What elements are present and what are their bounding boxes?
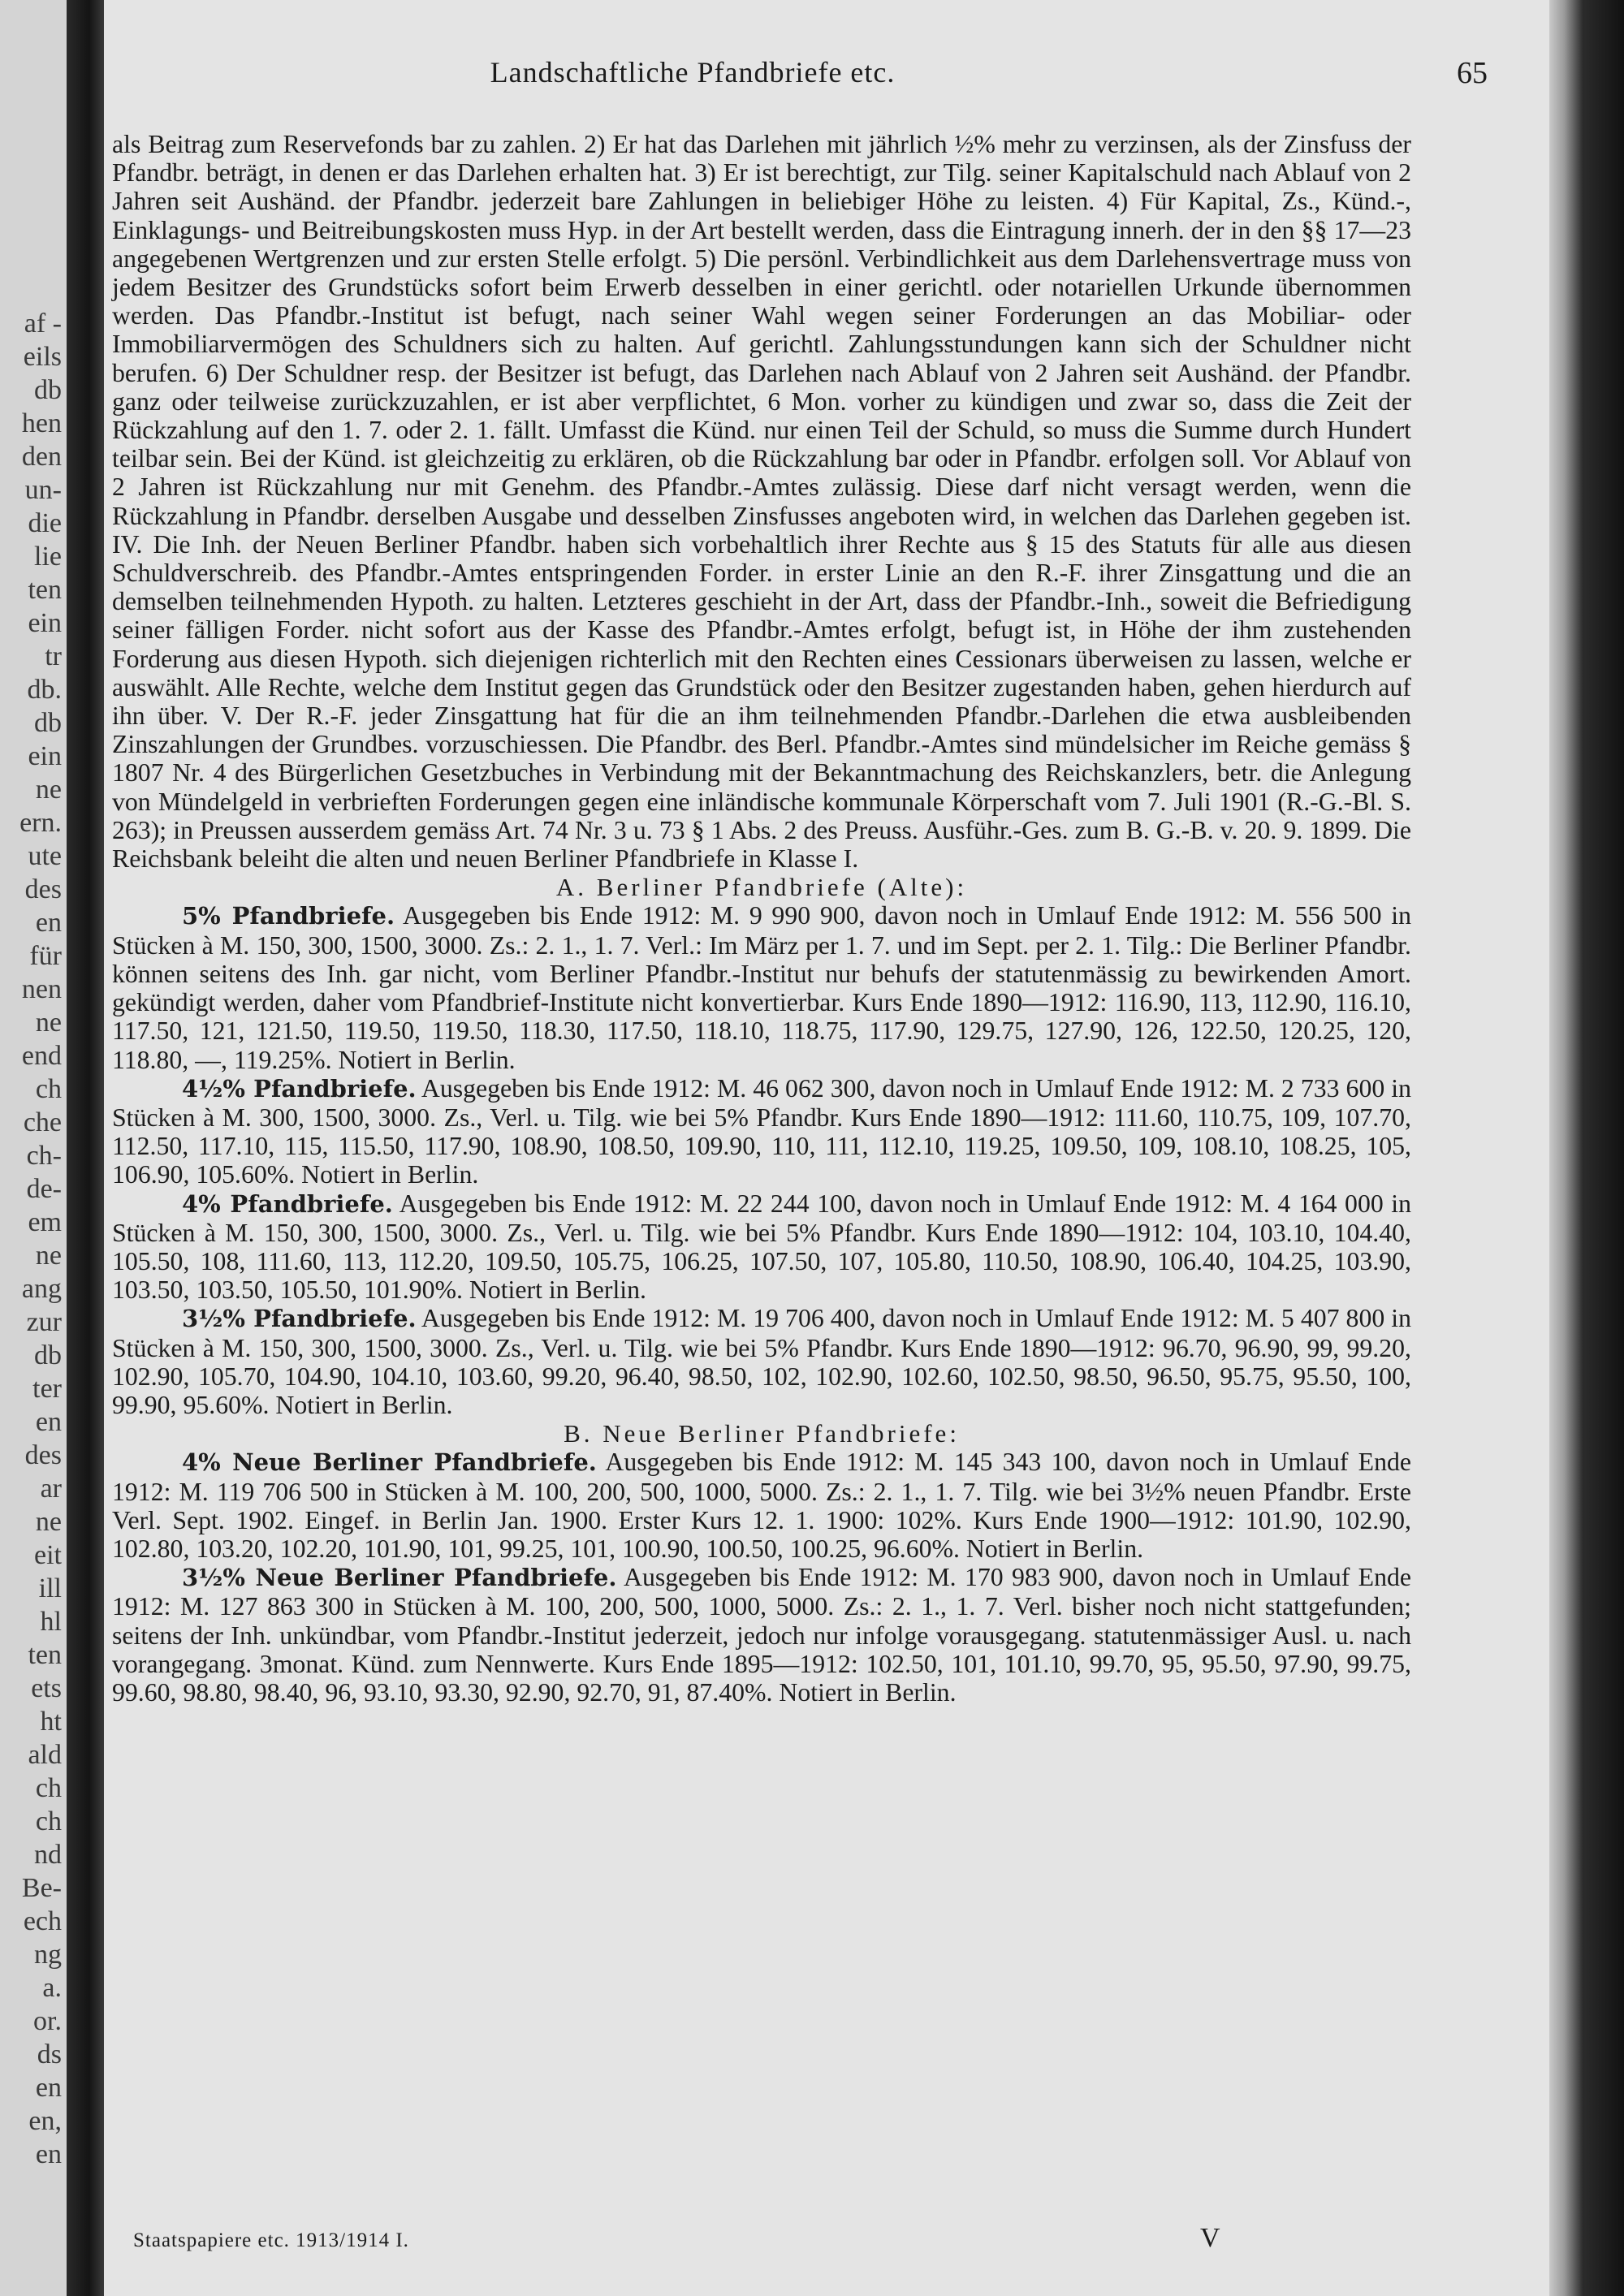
facing-page-fragment: hl: [40, 1607, 62, 1637]
facing-page-fragment: ch-: [26, 1141, 62, 1171]
facing-page-fragment: Be-: [21, 1873, 62, 1903]
running-head: Landschaftliche Pfandbriefe etc.: [490, 56, 896, 88]
facing-page-fragment: ein: [28, 608, 62, 638]
facing-page-fragment: ne: [35, 1241, 62, 1271]
facing-page-fragment: ang: [21, 1274, 62, 1304]
facing-page-fragment: lie: [34, 542, 62, 572]
facing-page-fragment: ten: [28, 1640, 62, 1670]
facing-page-fragment: en: [35, 2073, 62, 2103]
facing-page-fragment: des: [24, 1440, 62, 1470]
facing-page-fragment: ein: [28, 741, 62, 771]
facing-page-fragment: en: [35, 1407, 62, 1437]
facing-page-fragment: ch: [35, 1074, 62, 1104]
facing-page-fragment: ern.: [19, 808, 62, 838]
facing-page-fragment: de-: [26, 1174, 62, 1204]
facing-page-fragment: ill: [38, 1573, 62, 1603]
facing-page-fragment: db: [34, 708, 62, 738]
footer-signature: Staatspapiere etc. 1913/1914 I.: [133, 2229, 409, 2251]
book-gutter: [67, 0, 104, 2296]
page-body: [104, 130, 1411, 1707]
entry-3-5pct-neue-pfandbriefe: [112, 1563, 1411, 1707]
facing-page-fragment: die: [28, 508, 62, 538]
facing-page-strip: [0, 0, 67, 2296]
entry-text: Ausgegeben bis Ende 1912: M. 9 990 900, davon noch in Umlauf Ende 1912: M. 556 500 in Stücken à M. 150, 300, 1500, 3000. Zs.: 2. 1., 1. 7. Verl.: Im März per 1. 7. und im Sept. per 2. 1. Tilg.: Die Berliner Pfandbr. können seitens des Inh. gar nicht, vom Berliner Pfandbr.-Institut nur behufs der statutenmässig zu bewirkenden Amort. gekündigt werden, daher vom Pfandbrief-Institute nicht konvertierbar. Kurs Ende 1890—1912: 116.90, 113, 112.90, 116.10, 117.50, 121, 121.50, 119.50, 119.50, 118.30, 117.50, 118.10, 118.75, 117.90, 129.75, 127.90, 126, 122.50, 120.25, 120, 118.80, —, 119.25%. Notiert in Berlin.: [112, 901, 1412, 1074]
facing-page-fragment: en,: [28, 2106, 62, 2136]
entry-5pct-pfandbriefe: [112, 901, 1411, 1073]
facing-page-fragment: ne: [35, 1008, 62, 1038]
entry-title: 4% Pfandbriefe.: [182, 1189, 393, 1218]
entry-4pct-neue-pfandbriefe: [112, 1448, 1411, 1563]
facing-page-fragment: em: [28, 1207, 62, 1237]
facing-page-fragment: end: [21, 1041, 62, 1071]
facing-page-fragment: en: [35, 2139, 62, 2169]
facing-page-fragment: un-: [24, 475, 62, 505]
facing-page-fragment: ng: [34, 1940, 62, 1970]
facing-page-fragment: ne: [35, 775, 62, 805]
entry-title: 3½% Pfandbriefe.: [182, 1305, 417, 1333]
facing-page-fragment: db: [34, 1340, 62, 1370]
entry-text: Ausgegeben bis Ende 1912: M. 22 244 100, davon noch in Umlauf Ende 1912: M. 4 164 000 in Stücken à M. 150, 300, 1500, 3000. Zs., Verl. u. Tilg. wie bei 5% Pfandbr. Kurs Ende 1890—1912: 104, 103.10, 104.40, 105.50, 108, 111.60, 113, 112.20, 109.50, 105.75, 106.25, 107.50, 107, 105.80, 110.50, 108.90, 106.40, 104.25, 103.90, 103.50, 103.50, 105.50, 101.90%. Notiert in Berlin.: [112, 1189, 1412, 1305]
facing-page-fragment: ne: [35, 1507, 62, 1537]
facing-page-fragment: hen: [21, 408, 62, 438]
section-heading-b: B. Neue Berliner Pfandbriefe:: [564, 1419, 960, 1448]
entry-3-5pct-pfandbriefe: [112, 1304, 1411, 1419]
facing-page-fragment: a.: [42, 1973, 62, 2003]
facing-page-fragment: ten: [28, 575, 62, 605]
body-paragraph: als Beitrag zum Reservefonds bar zu zahlen. 2) Er hat das Darlehen mit jährlich ½% mehr zu verzinsen, als der Zinsfuss der Pfandbr. beträgt, in denen er das Darlehen erhalten hat. 3) Er ist berechtigt, zur Tilg. seiner Kapitalschuld nach Ablauf von 2 Jahren seit Aushänd. der Pfandbr. jederzeit bare Zahlungen in beliebiger Höhe zu leisten. 4) Für Kapital, Zs., Künd.-, Einklagungs- und Beitreibungskosten muss Hyp. in der Art bestellt werden, dass die Eintragung innerh. der in den §§ 17—23 angegebenen Wertgrenzen und zur ersten Stelle erfolgt. 5) Die persönl. Verbindlichkeit aus dem Darlehensvertrage muss von jedem Besitzer des Grundstücks sofort beim Erwerb desselben in einer gerichtl. oder notariellen Urkunde übernommen werden. Das Pfandbr.-Institut ist befugt, nach seiner Wahl wegen seiner Forderungen an das Mobiliar- oder Immobiliarvermögen des Schuldners sich zu halten. Auf gerichtl. Zahlungsstundungen kann sich der Schuldner nicht berufen. 6) Der Schuldner resp. der Besitzer ist befugt, das Darlehen nach Ablauf von 2 Jahren seit Aushänd. der Pfandbr. ganz oder teilweise zurückzuzahlen, er ist aber verpflichtet, 6 Mon. vorher zu kündigen und zwar so, dass die Zeit der Rückzahlung auf den 1. 7. oder 2. 1. fällt. Umfasst die Künd. nur einen Teil der Schuld, so muss die Summe durch Hundert teilbar sein. Bei der Künd. ist gleichzeitig zu erklären, ob die Rückzahlung bar oder in Pfandbr. erfolgen soll. Vor Ablauf von 2 Jahren ist Rückzahlung nur mit Genehm. des Pfandbr.-Amtes zulässig. Diese darf nicht versagt werden, wenn die Rückzahlung in Pfandbr. derselben Ausgabe und desselben Zinsfusses angeboten wird, in welchen das Darlehen gegeben ist. IV. Die Inh. der Neuen Berliner Pfandbr. haben sich vorbehaltlich ihrer Rechte aus § 15 des Statuts für alle aus diesen Schuldverschreib. des Pfandbr.-Amtes entspringenden Forder. in erster Linie an den R.-F. ihrer Zinsgattung und die an demselben teilnehmenden Hypoth. zu halten. Letzteres geschieht in der Art, dass der Pfandbr.-Inh., soweit die Befriedigung seiner fälligen Forder. nicht sofort aus der Kasse des Pfandbr.-Amtes erfolgt, befugt ist, in Höhe der ihm zustehenden Forderung aus diesen Hypoth. sich diejenigen richterlich mit den Rechten eines Cessionars überweisen zu lassen, welche er auswählt. Alle Rechte, welche dem Institut gegen das Grundstück oder den Besitzer zugestanden haben, gehen hierdurch auf ihn über. V. Der R.-F. jeder Zinsgattung hat für die an ihm teilnehmenden Pfandbr.-Darlehen die etwa ausbleibenden Zinszahlungen der Grundbes. vorzuschiessen. Die Pfandbr. des Berl. Pfandbr.-Amtes sind mündelsicher im Reiche gemäss § 1807 Nr. 4 des Bürgerlichen Gesetzbuches in Verbindung mit der Bekanntmachung des Reichskanzlers, betr. die Anlegung von Mündelgeld in verbrieften Forderungen gegen eine inländische kommunale Körperschaft vom 7. Juli 1901 (R.-G.-Bl. S. 263); in Preussen ausserdem gemäss Art. 74 Nr. 3 u. 73 § 1 Abs. 2 des Preuss. Ausführ.-Ges. zum B. G.-B. v. 20. 9. 1899. Die Reichsbank beleiht die alten und neuen Berliner Pfandbriefe in Klasse I.: [112, 130, 1411, 874]
entry-text: Ausgegeben bis Ende 1912: M. 19 706 400, davon noch in Umlauf Ende 1912: M. 5 407 800 in Stücken à M. 150, 300, 1500, 3000. Zs., Verl. u. Tilg. wie bei 5% Pfandbr. Kurs Ende 1890—1912: 96.70, 96.90, 99, 99.20, 102.90, 105.70, 104.90, 104.10, 103.60, 99.20, 96.40, 98.50, 102, 102.90, 102.60, 102.50, 98.50, 96.50, 95.75, 95.50, 100, 99.90, 95.60%. Notiert in Berlin.: [112, 1304, 1411, 1419]
entry-text: Ausgegeben bis Ende 1912: M. 46 062 300, davon noch in Umlauf Ende 1912: M. 2 733 600 in Stücken à M. 300, 1500, 3000. Zs., Verl. u. Tilg. wie bei 5% Pfandbr. Kurs Ende 1890—1912: 111.60, 110.75, 109, 107.70, 112.50, 117.10, 115, 115.50, 117.90, 108.90, 108.50, 109.90, 110, 111, 112.10, 119.25, 109.50, 109, 108.10, 108.25, 105, 106.90, 105.60%. Notiert in Berlin.: [112, 1073, 1411, 1189]
facing-page-fragment: nen: [21, 974, 62, 1004]
page-number: 65: [1457, 56, 1488, 90]
facing-page-fragment: für: [29, 941, 62, 971]
facing-page-fragment: ht: [40, 1707, 62, 1737]
facing-page-fragment: zur: [26, 1307, 62, 1337]
facing-page-fragment: den: [21, 442, 62, 472]
entry-title: 3½% Neue Berliner Pfandbriefe.: [182, 1564, 617, 1592]
facing-page-fragment: des: [24, 874, 62, 904]
facing-page-fragment: ch: [35, 1773, 62, 1803]
facing-page-fragment: or.: [33, 2006, 62, 2036]
facing-page-fragment: eit: [34, 1540, 62, 1570]
facing-page-fragment: ets: [31, 1673, 62, 1703]
facing-page-fragment: db: [34, 375, 62, 405]
facing-page-fragment: ute: [28, 841, 62, 871]
footer-sheet-mark: V: [1200, 2223, 1220, 2253]
facing-page-fragment: ter: [32, 1374, 62, 1404]
entry-title: 4½% Pfandbriefe.: [182, 1074, 417, 1103]
entry-title: 4% Neue Berliner Pfandbriefe.: [182, 1448, 597, 1477]
facing-page-fragment: en: [35, 908, 62, 938]
entry-text: Ausgegeben bis Ende 1912: M. 145 343 100, davon noch in Umlauf Ende 1912: M. 119 706 500 in Stücken à M. 100, 200, 500, 1000, 5000. Zs.: 2. 1., 1. 7. Tilg. wie bei 3½% neuen Pfandbr. Erste Verl. Sept. 1902. Eingef. in Berlin Jan. 1900. Erster Kurs 12. 1. 1900: 102%. Kurs Ende 1900—1912: 101.90, 102.90, 102.80, 103.20, 102.20, 101.90, 101, 99.25, 101, 100.90, 100.50, 100.25, 96.60%. Notiert in Berlin.: [112, 1448, 1411, 1563]
facing-page-fragment: che: [23, 1107, 62, 1137]
facing-page-fragment: ar: [40, 1474, 62, 1504]
entry-title: 5% Pfandbriefe.: [182, 902, 395, 930]
facing-page-fragment: eils: [23, 342, 62, 372]
entry-4pct-pfandbriefe: [112, 1189, 1411, 1305]
facing-page-fragment: af -: [24, 309, 62, 339]
facing-page-fragment: nd: [34, 1840, 62, 1870]
page-edge-shadow: [1549, 0, 1624, 2296]
section-heading-a: A. Berliner Pfandbriefe (Alte):: [555, 873, 968, 902]
page-header: [104, 55, 1549, 94]
entry-text: Ausgegeben bis Ende 1912: M. 170 983 900, davon noch in Umlauf Ende 1912: M. 127 863 300 in Stücken à M. 100, 200, 500, 1000, 5000. Zs.: 2. 1., 1. 7. Verl. bisher noch nicht stattgefunden; seitens der Inh. unkündbar, vom Pfandbr.-Institut jederzeit, jedoch nur infolge vorausgegang. statutenmässiger Ausl. u. nach vorangegang. 3monat. Künd. zum Nennwerte. Kurs Ende 1895—1912: 102.50, 101, 101.10, 99.70, 95, 95.50, 97.90, 99.75, 99.60, 98.80, 98.40, 96, 93.10, 93.30, 92.90, 92.70, 91, 87.40%. Notiert in Berlin.: [112, 1563, 1411, 1707]
entry-4-5pct-pfandbriefe: [112, 1074, 1411, 1189]
facing-page-fragment: ald: [28, 1740, 62, 1770]
facing-page-fragment: ech: [23, 1906, 62, 1936]
page-footer: [104, 2223, 1403, 2255]
facing-page-fragment: tr: [45, 641, 62, 671]
book-page: [104, 0, 1549, 2296]
facing-page-fragment: ch: [35, 1806, 62, 1836]
facing-page-fragment: db.: [27, 675, 62, 705]
facing-page-fragment: ds: [37, 2039, 62, 2069]
